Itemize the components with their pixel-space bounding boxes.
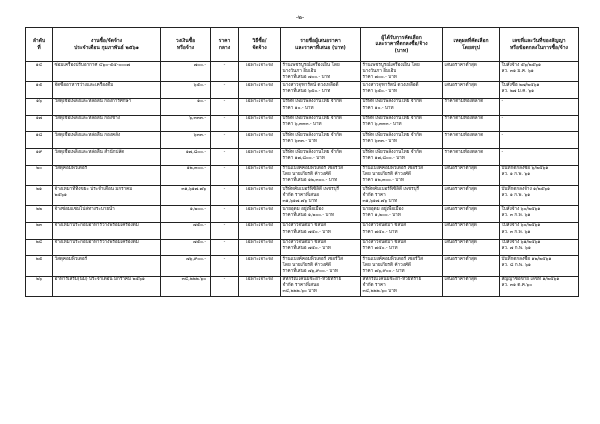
header-contract: เลขที่และวันที่ของสัญญา หรือข้อตกลงในการซื้อ/จ้าง <box>500 28 579 62</box>
cell-winner: นางสาวจินติมา ชลิบสี ราคา ๗๕๐.- บาท <box>361 222 443 239</box>
cell-budget: ๑,๒๐๐.- <box>161 206 211 223</box>
cell-bidders: นางสาวจุฑารัตน์ ดวงเหลือดี ราคาที่เสนอ ๖๕๐.- บาท <box>281 82 361 99</box>
cell-item: จ้างซ่อมแซมไปล่ทางระบายน้ำ <box>53 206 161 223</box>
cell-contract: - <box>500 98 579 115</box>
cell-median-price: - <box>211 276 239 296</box>
cell-reason: เสนอราคาต่ำสุด <box>443 62 500 82</box>
cell-budget: ๑๒,๓๐๐.- <box>161 165 211 185</box>
cell-winner: นายอุดม อยู่เพื่อเมือง ราคา ๑,๒๐๐.- บาท <box>361 206 443 223</box>
cell-median-price: - <box>211 115 239 132</box>
header-median-price: ราคา กลาง <box>211 28 239 62</box>
cell-median-price: - <box>211 82 239 99</box>
cell-contract: - <box>500 149 579 166</box>
cell-contract: ใบสั่งซื้อ ๒๗/๒๕๖๑ ลว. ๒๗ ม.ค. ๖๑ <box>500 82 579 99</box>
cell-bidders: นางสาวจินติมา ชลิบสี ราคาที่เสนอ ๗๕๐.- บาท <box>281 222 361 239</box>
table-row <box>26 276 579 296</box>
cell-reason: เสนอราคาต่ำสุด <box>443 206 500 223</box>
cell-winner: ร้านแบงค์คอมพิวเตอร์ เซอร์วิส โดย นายเกียรติ ค้าวงศ์ดี ราคา ๗๖,๙๐๐.- บาท <box>361 256 443 276</box>
cell-no: ๑๖ <box>26 98 53 115</box>
table-row <box>26 149 579 166</box>
cell-no: ๒๐ <box>26 165 53 185</box>
cell-no: ๑๙ <box>26 149 53 166</box>
cell-bidders: ร้านแบงค์คอมพิวเตอร์ เซอร์วิส โดย นายเกียรติ ค้าวงศ์ดี ราคาที่เสนอ ๑๒,๓๐๐.- บาท <box>281 165 361 185</box>
table-row <box>26 62 579 82</box>
cell-winner: นางสาวจินติมา ชลิบสี ราคา ๗๕๐.- บาท <box>361 239 443 256</box>
table-row <box>26 165 579 185</box>
cell-budget: ๓๔,๒๒๒.๖๐ <box>161 276 211 296</box>
header-item: งานซื้อ/จัดจ้าง ประจำเดือน กุมภาพันธ์ ๒๕๖๑ <box>53 28 161 62</box>
cell-no: ๑๕ <box>26 82 53 99</box>
cell-reason: เสนอราคาต่ำสุด <box>443 165 500 185</box>
cell-contract: สัญญาซื้อขาย เลขที่ ๑/๒๕๖๑ ลว. ๓๑ ต.ค.๖๐ <box>500 276 579 296</box>
cell-winner: นางสาวจุฑารัตน์ ดวงเหลือดี ราคา ๖๕๐.- บาท <box>361 82 443 99</box>
cell-budget: ๑๐.- <box>161 98 211 115</box>
cell-median-price: - <box>211 132 239 149</box>
cell-item: จ้างเหมาที่ทิ้งขยะ ประจำเดือน มกราคม ๒๕๖๑ <box>53 186 161 206</box>
cell-item: อาหารเสริม(นม) ประจำเดือน มกราคม ๒๕๖๑ <box>53 276 161 296</box>
cell-reason: ราคาตามท้องตลาด <box>443 132 500 149</box>
header-method: วิธีซื้อ/ จัดจ้าง <box>239 28 281 62</box>
cell-method: เฉพาะเจาะจง <box>239 222 281 239</box>
cell-method: เฉพาะเจาะจง <box>239 132 281 149</box>
cell-contract: บันทึกตกลงซื้อ ๑๒/๒๕๖๑ ลว. ๘ ก.พ. ๖๑ <box>500 256 579 276</box>
cell-budget: ๗๖,๙๐๐.- <box>161 256 211 276</box>
cell-contract: บันทึกตกลงซื้อ ๖/๒๕๖๑ ลว. ๑ ก.พ. ๖๑ <box>500 165 579 185</box>
cell-budget: ๗๐๐.- <box>161 62 211 82</box>
cell-method: เฉพาะเจาะจง <box>239 115 281 132</box>
table-row <box>26 115 579 132</box>
cell-budget: ๑๗,๘๐๐.- <box>161 149 211 166</box>
cell-budget: ๖๕๐.- <box>161 82 211 99</box>
cell-bidders: สหกรณ์โคนมชะอำ-ห้วยทราย จำกัด ราคาที่เสนอ ๓๔,๒๒๒.๖๐ บาท <box>281 276 361 296</box>
header-reason: เหตุผลที่คัดเลือก โดยสรุป <box>443 28 500 62</box>
cell-no: ๑๘ <box>26 132 53 149</box>
header-winner: ผู้ได้รับการคัดเลือก และราคาที่ตกลงซื้อ/จ้าง (บาท) <box>361 28 443 62</box>
cell-reason: เสนอราคาต่ำสุด <box>443 82 500 99</box>
table-row <box>26 256 579 276</box>
cell-method: เฉพาะเจาะจง <box>239 62 281 82</box>
cell-method: เฉพาะเจาะจง <box>239 256 281 276</box>
table-row <box>26 82 579 99</box>
cell-contract: ใบสั่งจ้าง ๕๖/๒๕๖๑ ลว. ๓๑ ม.ค. ๖๑ <box>500 62 579 82</box>
header-row <box>26 28 579 62</box>
cell-item: วัสดุเชื้อเพลิงและหล่อลื่น สำนักปลัด <box>53 149 161 166</box>
cell-contract: บันทึกตกลงจ้าง ๑/๒๕๖๑ ลว. ๑ ก.พ. ๖๑ <box>500 186 579 206</box>
cell-no: ๒๒ <box>26 206 53 223</box>
cell-median-price: - <box>211 256 239 276</box>
cell-winner: สหกรณ์โคนมชะอำ-ห้วยทราย จำกัด ราคา ๓๔,๒๒๒.๖๐ บาท <box>361 276 443 296</box>
cell-no: ๒๔ <box>26 239 53 256</box>
cell-no: ๒๖ <box>26 276 53 296</box>
cell-median-price: - <box>211 206 239 223</box>
cell-median-price: - <box>211 62 239 82</box>
cell-no: ๒๓ <box>26 222 53 239</box>
table-row <box>26 186 579 206</box>
cell-reason: เสนอราคาต่ำสุด <box>443 256 500 276</box>
cell-no: ๑๔ <box>26 62 53 82</box>
cell-reason: ราคาตามท้องตลาด <box>443 149 500 166</box>
cell-reason: เสนอราคาต่ำสุด <box>443 186 500 206</box>
cell-method: เฉพาะเจาะจง <box>239 239 281 256</box>
cell-item: วัสดุคอมพิวเตอร์ <box>53 165 161 185</box>
header-bidders: รายชื่อผู้เสนอราคา และราคาที่เสนอ (บาท) <box>281 28 361 62</box>
cell-median-price: - <box>211 239 239 256</box>
cell-bidders: บริษัท เพียวพลังงานไทย จำกัด ราคา ๖,๓๓๓.- บาท <box>281 115 361 132</box>
table-row <box>26 222 579 239</box>
cell-winner: บริษัท เพียวพลังงานไทย จำกัด ราคา ๖,๓๓๓.- บาท <box>361 115 443 132</box>
cell-contract: - <box>500 115 579 132</box>
header-budget: วงเงินซื้อ หรือจ้าง <box>161 28 211 62</box>
page-number: -๒- <box>295 14 305 21</box>
cell-item: วัสดุเชื้อเพลิงและหล่อลื่น กองคลัง <box>53 132 161 149</box>
cell-bidders: ร้านแบงค์คอมพิวเตอร์ เซอร์วิส โดย นายเกียรติ ค้าวงศ์ดี ราคาที่เสนอ ๗๖,๙๐๐.- บาท <box>281 256 361 276</box>
cell-item: ซ่อมเครื่องปรับอากาศ ๔๖๐-๕๕-๐๐๐๗ <box>53 62 161 82</box>
cell-median-price: - <box>211 165 239 185</box>
cell-bidders: นายอุดม อยู่เพื่อเมือง ราคาที่เสนอ ๑,๒๐๐.- บาท <box>281 206 361 223</box>
cell-no: ๒๑ <box>26 186 53 206</box>
cell-method: เฉพาะเจาะจง <box>239 149 281 166</box>
header-no: ลำดับ ที่ <box>26 28 53 62</box>
cell-contract: ใบสั่งจ้าง ๖๑/๒๕๖๑ ลว. ๗ ก.พ. ๖๑ <box>500 239 579 256</box>
cell-item: จ้างเหมาประกอบอาหารว่างพร้อมเครื่องดื่ม <box>53 239 161 256</box>
cell-bidders: บริษัท เพียวพลังงานไทย จำกัด ราคา ๖๓๓.- บาท <box>281 132 361 149</box>
cell-bidders: นางสาวจินติมา ชลิบสี ราคาที่เสนอ ๗๕๐.- บาท <box>281 239 361 256</box>
cell-method: เฉพาะเจาะจง <box>239 186 281 206</box>
cell-method: เฉพาะเจาะจง <box>239 82 281 99</box>
cell-item: วัสดุเชื้อเพลิงและหล่อลื่น กองช่าง <box>53 115 161 132</box>
cell-item: จัดซื้ออาหารว่างและเครื่องดื่ม <box>53 82 161 99</box>
cell-no: ๒๕ <box>26 256 53 276</box>
cell-reason: เสนอราคาต่ำสุด <box>443 239 500 256</box>
table-body <box>26 62 579 297</box>
cell-method: เฉพาะเจาะจง <box>239 206 281 223</box>
cell-bidders: ร้านเพชรบูรณ์เครื่องเย็น โดย นางวันภา อิ่มเอิบ ราคาที่เสนอ ๗๐๐.- บาท <box>281 62 361 82</box>
cell-median-price: - <box>211 149 239 166</box>
cell-item: จ้างเหมาประกอบอาหารว่างพร้อมเครื่องดื่ม <box>53 222 161 239</box>
cell-winner: ร้านแบงค์คอมพิวเตอร์ เซอร์วิส โดย นายเกียรติ ค้าวงศ์ดี ราคา ๑๒,๓๐๐.- บาท <box>361 165 443 185</box>
table-row <box>26 132 579 149</box>
cell-winner: ร้านเพชรบูรณ์เครื่องเย็น โดย นางวันภา อิ่มเอิบ ราคา ๗๐๐.- บาท <box>361 62 443 82</box>
table-row <box>26 206 579 223</box>
procurement-table <box>25 27 579 297</box>
cell-contract: ใบสั่งจ้าง ๖๐/๒๕๖๑ ลว. ๓ ก.พ. ๖๑ <box>500 206 579 223</box>
cell-median-price: - <box>211 98 239 115</box>
cell-item: วัสดุเชื้อเพลิงและหล่อลื่น กองการศึกษา <box>53 98 161 115</box>
cell-winner: บริษัท เพียวพลังงานไทย จำกัด ราคา ๑๐.- บาท <box>361 98 443 115</box>
cell-method: เฉพาะเจาะจง <box>239 98 281 115</box>
cell-bidders: บริษัท เพียวพลังงานไทย จำกัด ราคา ๑๐.- บาท <box>281 98 361 115</box>
table-row <box>26 239 579 256</box>
cell-budget: ๓๑,๖๑๗.๗๖ <box>161 186 211 206</box>
cell-method: เฉพาะเจาะจง <box>239 276 281 296</box>
cell-method: เฉพาะเจาะจง <box>239 165 281 185</box>
cell-contract: - <box>500 132 579 149</box>
cell-winner: บริษัท เพียวพลังงานไทย จำกัด ราคา ๖๓๓.- บาท <box>361 132 443 149</box>
cell-median-price: - <box>211 186 239 206</box>
cell-item: วัสดุคอมพิวเตอร์ <box>53 256 161 276</box>
cell-no: ๑๗ <box>26 115 53 132</box>
cell-budget: ๗๕๐.- <box>161 222 211 239</box>
cell-budget: ๖,๓๓๓.- <box>161 115 211 132</box>
cell-winner: บริษัทคัมเบอร์ฟิซิลิตี้ เพชรบุรี จำกัด ราคา ๓๑,๖๑๗.๗๖ บาท <box>361 186 443 206</box>
cell-bidders: บริษัท เพียวพลังงานไทย จำกัด ราคา ๑๗,๘๐๐.- บาท <box>281 149 361 166</box>
cell-reason: ราคาตามท้องตลาด <box>443 115 500 132</box>
cell-median-price: - <box>211 222 239 239</box>
table-row <box>26 98 579 115</box>
cell-reason: เสนอราคาต่ำสุด <box>443 276 500 296</box>
cell-winner: บริษัท เพียวพลังงานไทย จำกัด ราคา ๑๗,๘๐๐.- บาท <box>361 149 443 166</box>
cell-budget: ๖๓๓.- <box>161 132 211 149</box>
cell-reason: ราคาตามท้องตลาด <box>443 98 500 115</box>
cell-contract: ใบสั่งจ้าง ๖๐/๒๕๖๑ ลว. ๓ ก.พ. ๖๑ <box>500 222 579 239</box>
table-header <box>26 28 579 62</box>
cell-bidders: บริษัทคัมเบอร์ฟิซิลิตี้ เพชรบุรี จำกัด ราคาที่เสนอ ๓๑,๖๑๗.๗๖ บาท <box>281 186 361 206</box>
cell-budget: ๗๕๐.- <box>161 239 211 256</box>
cell-reason: เสนอราคาต่ำสุด <box>443 222 500 239</box>
